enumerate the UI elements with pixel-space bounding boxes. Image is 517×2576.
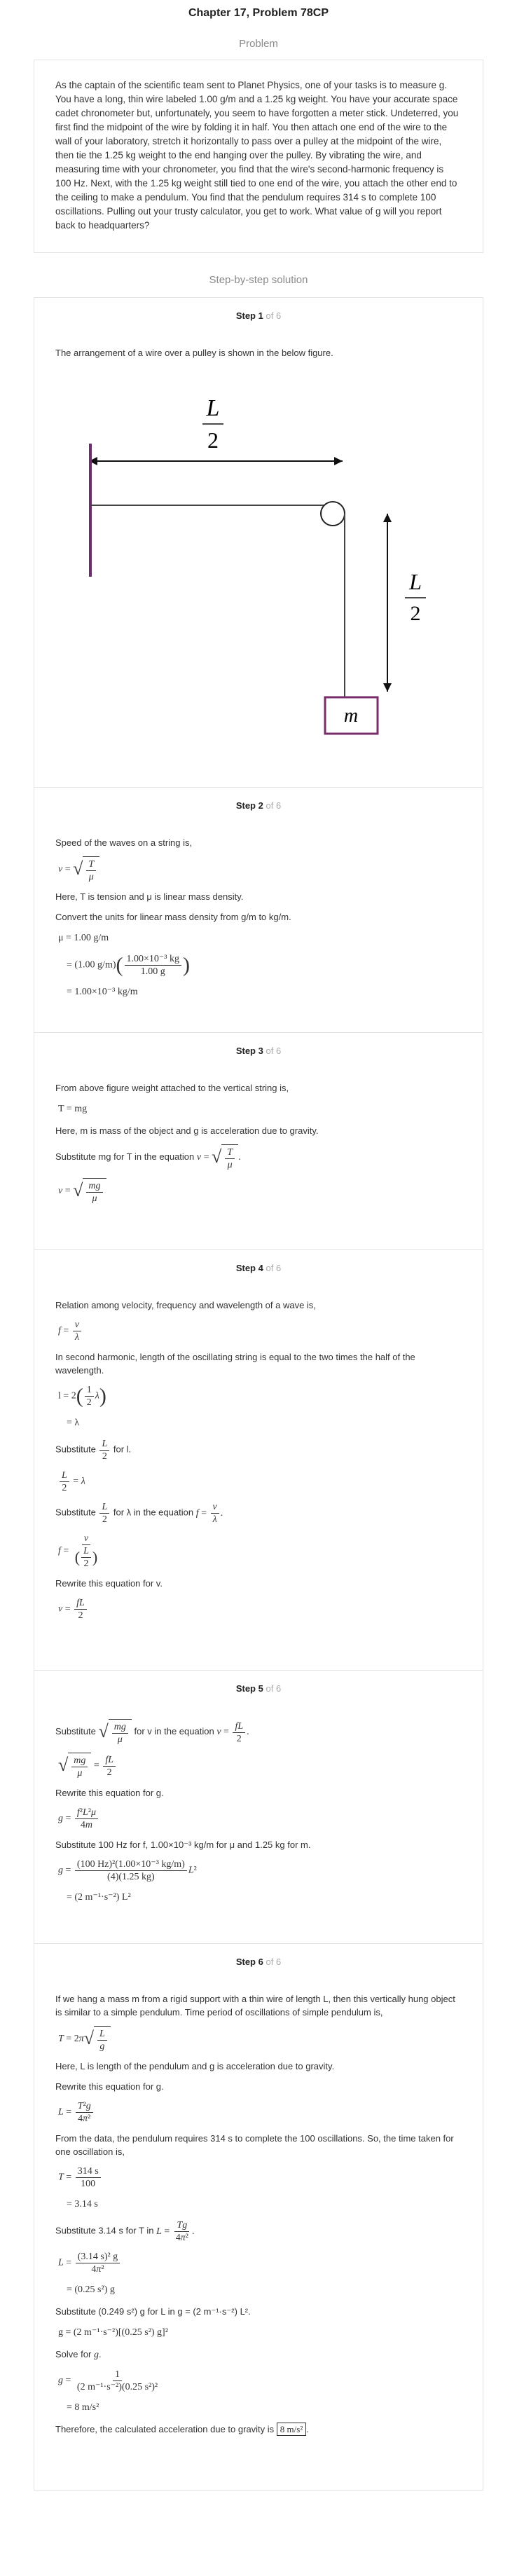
step-text: Convert the units for linear mass density from g/m to kg/m.: [55, 912, 291, 922]
g-substituted: g = $\frac{\text{(100 Hz)²(1.00×10⁻³ kg/m)}}{(4)(1.25 kg)}$ L²: [58, 1859, 197, 1882]
step-header: Step 1 of 6: [235, 310, 282, 321]
step-text: From the data, the pendulum requires 314 s to complete the 100 oscillations. So, the time taken for one oscillation is,: [55, 2133, 454, 2157]
step-text: Substitute mg for T in the equation v = √ $\frac{T}{\mu}$ .: [55, 1144, 462, 1171]
period-equation: T = 2π √ $\frac{L}{g}$: [58, 2026, 462, 2053]
svg-text:2: 2: [207, 427, 219, 453]
step-text: Rewrite this equation for g.: [55, 2081, 164, 2092]
solution-label: Step-by-step solution: [209, 274, 308, 286]
combined-equation: √ $\frac{mg}{\mu}$ = $\frac{fL}{2}$: [58, 1753, 462, 1779]
step-text: Substitute $\frac{L}{2}$ for l.: [55, 1439, 132, 1462]
unit-conversion: = (1.00 g/m)( $\frac{\text{1.00×10⁻³ kg}}{1.00 g}$ ): [67, 953, 190, 977]
g-equation: g = (2 m⁻¹·s⁻²)[(0.25 s²) g]²: [58, 2327, 168, 2338]
g-result: = (2 m⁻¹·s⁻²) L²: [67, 1892, 131, 1903]
wave-speed-equation: v = √ $\frac{T}{\mu}$: [58, 856, 462, 883]
step-6: [34, 1944, 483, 2491]
length-equation: l = 2( $\frac{1}{2}$ λ): [58, 1384, 106, 1408]
step-text: Solve for g.: [55, 2349, 102, 2360]
step-text: Substitute 100 Hz for f, 1.00×10⁻³ kg/m for μ and 1.25 kg for m.: [55, 1839, 311, 1850]
conclusion-text: Therefore, the calculated acceleration due to gravity is 8 m/s² .: [55, 2424, 309, 2434]
svg-text:L: L: [409, 569, 422, 594]
step-header: Step 5 of 6: [235, 1683, 282, 1694]
side-arrow: [383, 514, 392, 692]
step-text: Speed of the waves on a string is,: [55, 837, 193, 848]
step-3: [34, 1033, 483, 1250]
problem-text: As the captain of the scientific team sent to Planet Physics, one of your tasks is to measure g. You have a long, thin wire labeled 1.00 g/m and a 1.25 kg weight. You have your accurate space cadet chronometer but, unfortunately, you seem to have forgotten a meter stick. Undeterred, you first find the midpoint of the wire by folding it in half. You then attach one end of the wire to the wall of your laboratory, stretch it horizontally to pass over a pulley at the midpoint of the wire, then tie the 1.25 kg weight to the end hanging over the pulley. By vibrating the wire, and measuring time with your chronometer, you find that the wire's second-harmonic frequency is 100 Hz. Next, with the 1.25 kg weight still tied to one end of the wire, you attach the other end to the ceiling to make a pendulum. You find that the pendulum requires 314 s to complete 100 oscillations. Pulling out your trusty calculator, you get to work. What value of g will you report back to headquarters?: [34, 60, 483, 253]
step-text: Here, T is tension and μ is linear mass density.: [55, 891, 244, 902]
step-text: From above figure weight attached to the vertical string is,: [55, 1083, 289, 1093]
length-value: = (0.25 s²) g: [67, 2284, 115, 2295]
step-header: Step 2 of 6: [235, 800, 282, 811]
step-5: [34, 1671, 483, 1944]
top-length-label: [202, 395, 223, 453]
step-1: [34, 297, 483, 788]
step-4: [34, 1250, 483, 1671]
mass-label: m: [343, 705, 359, 727]
answer-box: 8 m/s²: [277, 2423, 306, 2436]
step-header: Step 6 of 6: [235, 1957, 282, 1967]
linear-density-result: = 1.00×10⁻³ kg/m: [67, 987, 138, 997]
step-text: Rewrite this equation for v.: [55, 1578, 163, 1589]
step-text: Substitute 3.14 s for T in L = $\frac{Tg}{\text{4π²}}$ .: [55, 2220, 195, 2243]
step-text: Substitute √ $\frac{mg}{\mu}$ for v in the equation v = $\frac{fL}{2}$ .: [55, 1719, 462, 1746]
step-2: [34, 788, 483, 1033]
step-text: If we hang a mass m from a rigid support with a thin wire of length L, then this vertically hung object is similar to a simple pendulum. Time period of oscillations of simple pendulum is,: [55, 1994, 455, 2017]
page-title: Chapter 17, Problem 78CP: [188, 7, 329, 19]
step-header: Step 3 of 6: [235, 1046, 282, 1056]
svg-text:L: L: [206, 395, 220, 421]
linear-density-value: μ = 1.00 g/m: [58, 933, 109, 943]
svg-text:2: 2: [410, 602, 421, 625]
step-text: Rewrite this equation for g.: [55, 1788, 164, 1798]
side-length-label: [405, 569, 426, 625]
top-arrow: [89, 457, 343, 465]
pulley-diagram: [55, 366, 448, 738]
length-substituted: L = $\frac{\text{(3.14 s)² g}}{\text{4π²}}$: [58, 2251, 462, 2275]
period-result: = 3.14 s: [67, 2199, 98, 2210]
frequency-equation: f = $\frac{v}{\lambda}$: [58, 1319, 462, 1343]
step-text: Substitute (0.249 s²) g for L in g = (2 m⁻¹·s⁻²) L².: [55, 2306, 251, 2317]
step-text: Here, L is length of the pendulum and g is acceleration due to gravity.: [55, 2061, 335, 2071]
period-value: T = $\frac{314 s}{100}$: [58, 2165, 462, 2190]
speed-with-mass: v = √ $\frac{mg}{\mu}$: [58, 1178, 462, 1205]
half-length-equation: $\frac{L}{2}$ = λ: [58, 1469, 462, 1494]
tension-equation: T = mg: [58, 1104, 88, 1114]
g-solved: g = $\frac{1}{\text{(2 m⁻¹·s⁻²)(0.25 s²)²}}$: [58, 2369, 158, 2392]
step-text: Here, m is mass of the object and g is acceleration due to gravity.: [55, 1125, 319, 1136]
step-text: Substitute $\frac{L}{2}$ for λ in the equation f = $\frac{v}{\lambda}$ .: [55, 1502, 223, 1525]
step-text: In second harmonic, length of the oscillating string is equal to the two times the half of the wavelength.: [55, 1352, 415, 1376]
g-final: = 8 m/s²: [67, 2402, 99, 2413]
step-text: Relation among velocity, frequency and wavelength of a wave is,: [55, 1300, 316, 1310]
step-text: The arrangement of a wire over a pulley is shown in the below figure.: [55, 348, 333, 358]
length-from-period: L = $\frac{\text{T²g}}{\text{4π²}}$: [58, 2100, 462, 2125]
g-expression: g = $\frac{\text{f²L²μ}}{4m}$: [58, 1807, 462, 1831]
frequency-substituted: f = v ( $\frac{L}{2}$ ): [58, 1533, 98, 1569]
pulley: [321, 502, 345, 526]
velocity-result: v = $\frac{fL}{2}$: [58, 1597, 462, 1622]
length-result: = λ: [67, 1418, 80, 1428]
problem-label: Problem: [239, 38, 278, 50]
step-header: Step 4 of 6: [235, 1263, 282, 1273]
